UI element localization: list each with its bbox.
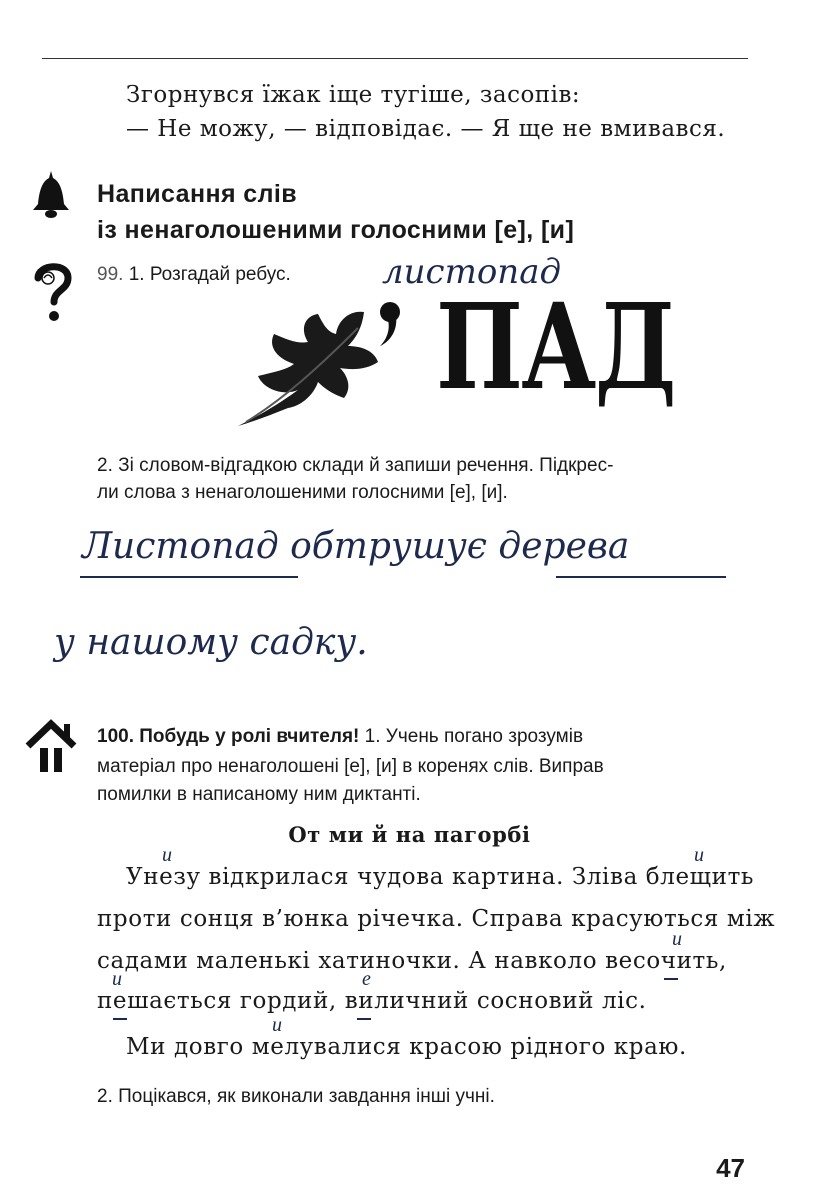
exercise-99-number: 99. [97,264,124,285]
top-rule [42,58,748,59]
handwritten-sentence-line-2: у нашому садку. [54,622,368,663]
exercise-100-number: 100. [97,726,134,747]
exercise-100-title: Побудь у ролі вчителя! [139,726,360,747]
correction-mark-e: е [362,968,371,990]
poem-line-1: Згорнувся їжак іще тугіше, засопів: [126,82,581,108]
exercise-100-task-line-2: матеріал про ненаголошені [е], [и] в коренях слів. Виправ [97,756,604,777]
section-title-line-2: із ненаголошеними голосними [е], [и] [97,216,575,244]
section-title-line-1: Написання слів [97,180,297,208]
apostrophe-mark [376,300,404,350]
dictation-line-3: садами маленькі хатиночки. А навколо весочить, [97,948,727,974]
page-number: 47 [716,1153,745,1183]
puzzle-question-icon [30,258,76,324]
exercise-100-task-2: 2. Поцікався, як виконали завдання інші учні. [97,1086,495,1107]
bell-icon [30,168,72,220]
rebus-syllable: ПАД [436,277,676,416]
exercise-99-task-2-line-1: 2. Зі словом-відгадкою склади й запиши речення. Підкрес- [97,455,614,476]
dictation-title: От ми й на пагорбі [288,822,531,847]
dictation-line-5: Ми довго мелувалися красою рідного краю. [126,1034,687,1060]
correction-underline [357,1018,371,1020]
exercise-99-task-2-line-2: ли слова з ненаголошеними голосними [е], [и]. [97,482,508,503]
home-icon [24,718,78,774]
underline-word-3 [556,576,726,578]
correction-mark: и [162,844,172,866]
exercise-100-task-line-3: помилки в написаному ним диктанті. [97,784,421,805]
exercise-99-task-1: 1. Розгадай ребус. [128,264,291,285]
correction-mark: и [112,968,122,990]
dictation-line-4: пешається гордий, виличний сосновий ліс. [97,988,647,1014]
rebus-answer-handwritten: листопад [382,252,562,292]
correction-mark: и [272,1014,282,1036]
underline-word-1 [80,576,298,578]
oak-leaf-image [228,298,398,428]
correction-mark: и [672,928,682,950]
dictation-line-2: проти сонця в’юнка річечка. Справа красуються між [97,906,776,932]
dictation-line-1: Унезу відкрилася чудова картина. Зліва блещить [126,864,755,890]
correction-mark: и [694,844,704,866]
correction-underline [113,1018,127,1020]
exercise-100-task-line-1: 1. Учень погано зрозумів [364,726,584,747]
poem-line-2: — Не можу, — відповідає. — Я ще не вмивався. [126,116,726,142]
correction-underline [664,978,678,980]
handwritten-sentence-line-1: Листопад обтрушує дерева [82,526,630,567]
